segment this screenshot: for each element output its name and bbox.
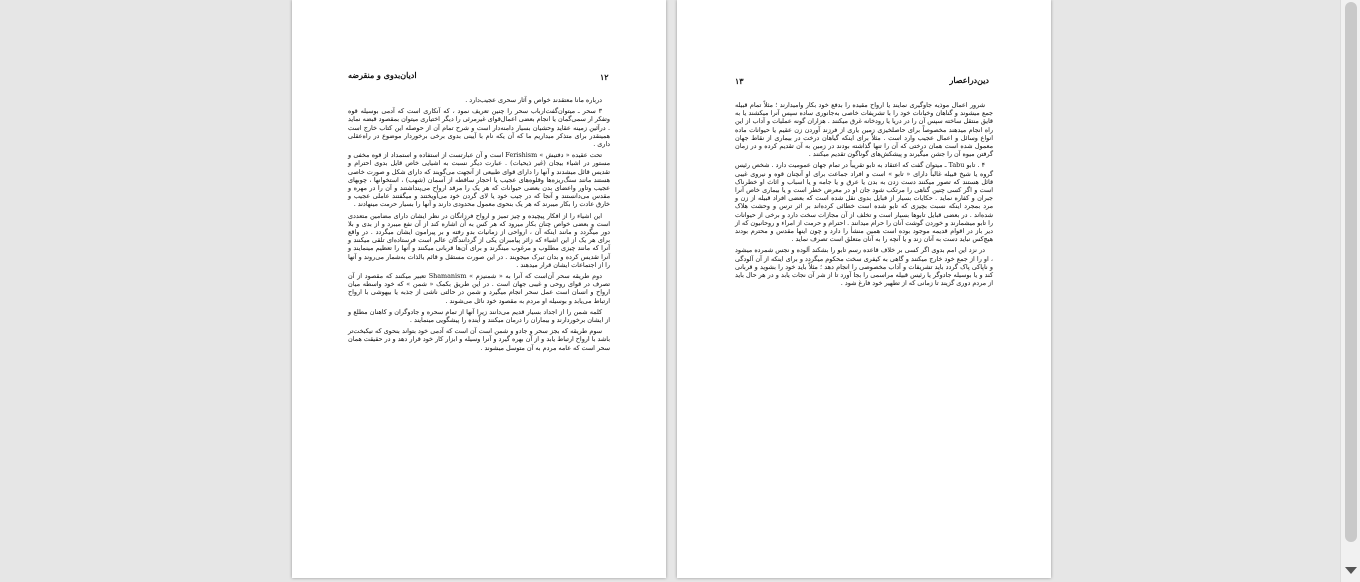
- paragraph: سوم طریقه که بجز سحر و جادو و شمن است آن است که آدمی خود بتواند بنحوی که نیکبخت‌تر باشد با ارواح ارتباط یابد و از آن بهره گیرد و آنرا وسیله و ابزار کار خود قرار دهد و در حقیقت همان سحر است که عامه مردم به آن متوسل میشوند .: [348, 327, 610, 352]
- paragraph: ۳ سحر ـ میتوان‌گفت‌ارباب سحر را چنین تعریف نمود ، که آنکاری است که آدمی بوسیله قوه وتفکر ار سمی‌گمان یا انجام بعضی اعمال‌قوای غیرمرئی را دیگر اختیاری میتوان بمقصود قبضه نماید . درآئین زمینه عقاید وحشیان بسیار دامنه‌دار است و شرح تمام آن از حوصله این کتاب خارج است همینقدر برای متذکر میداریم ما که آن یکه نام با آیینی بدوی برخی برخوردار موضوع در راه‌عقلی داری .: [348, 107, 610, 149]
- page-number: ۱۲: [600, 72, 609, 82]
- running-header: ادیان‌بدوی و منقرضه: [348, 70, 417, 80]
- page-number: ۱۳: [735, 76, 744, 86]
- paragraph: شرور اعمال موذیه جاوگیری نمایند یا ارواح مقیده را بدفع خود بکار وامیدارند ؛ مثلاً تمام قبیله جمع میشوند و گناهان وخیانات خود را با تشریفات خاصی به‌جانوری ساده سپس آنرا میکشند یا به قایق منتقل ساخته سپس آن را در دریا یا رودخانه غرق میکنند . هزاران گونه عملیات و آداب از این راه انجام میدهند مخصوصاً برای حاصلخیزی زمین یاری از فرزند آوردن زن عقیم یا حیوانات ماده انواع وسائل و اعمال عجیب وارد است . مثلاً برای اینکه گیاهان درخت در بیماری از نقاط جهان معمول شده است همان درختی که آن را تنها گذاشته بودند در زمین به آن تقدیم کرده و در زمان گرفتن میوه آن را جشن میگیرند و پیشکش‌های گوناگون تقدیم میکنند .: [735, 101, 993, 159]
- scrollbar-thumb[interactable]: [1345, 2, 1357, 542]
- running-header: دین‌در‌اعصار: [949, 75, 989, 85]
- scroll-down-arrow-icon[interactable]: [1345, 567, 1357, 574]
- paragraph: ۴ . تابو Tabu ـ میتوان گفت که اعتقاد به تابو تقریباً در تمام جهان عمومیت دارد . شخص رئیس گروه یا شیخ قبیله غالباً دارای « تابو » است و افراد جماعت برای او آنچنان قوه و نیروی غیبی قائل هستند که تصور میکنند دست زدن به بدن یا عرق و یا جامه و یا اسباب و اثاث او خطرناک است و اگر کسی چنین گناهی را مرتکب شود جان او در معرض خطر است و یا بیماری خاص آنرا جبران و کفاره نماید . حکایات بسیار از قبایل بدوی نقل شده است که بعضی افراد قبیله از زن و مرد بمجرد اینکه نسبت بچیزی که تابو شده است خطائی کرده‌اند بر اثر ترس و وحشت هلاک شده‌اند . در بعضی قبایل تابو‌ها بسیار است و تخلف از آن مجازات سخت دارد و برخی از حیوانات را تابو میشمارند و خوردن گوشت آنان را حرام میدانند . احترام و حرمت از امراء و روحانیون که از دیر باز در اقوام قدیمه موجود بوده است همین منشأ را دارد و چون اینها مقدس و محترم بودند هیچ‌کس نباید دست به آنان زند و یا آنچه را به آنان متعلق است تصرف نماید .: [735, 161, 993, 244]
- page-body: [348, 96, 610, 355]
- paragraph: تحت عقیده « دفتیش » Ferishism است و آن عبارتست از استفاده و استمداد از قوه مخفی و مستور در اشیاء بیجان (غیر ذیحیات) . عبارت دیگر نسبت به اشیایی خاص قایل بدوی احترام و تقدیس قائل میشدند و آنها را دارای قوای طبیعی از آنجهت می‌گویند که دارای شکل و صورت خاصی هستند مانند سنگ‌ریزه‌ها وقلوه‌های عجیب یا احجار ساقطه از آسمان (شهب) ، استخوانها ، چوبهای عجیب وتاور واعضای بدن بعضی حیوانات که هر یک را مرقد ارواح می‌پنداشتند و آن را در مهره و مقدس می‌دانستند و آنجا که در جیب خود یا لای گردن خود می‌آویختند و میگفتند عاملی عجیب و خارق عادت را بکار میبرند که هر یک بنحوی معمول محدودی دارند و آنها را بسیار حرمت مینهادند .: [348, 151, 610, 209]
- paragraph: در نزد این امم بدوی اگر کسی بر خلاف قاعده رسم تابو را بشکند آلوده و نجس شمرده میشود ، او را از جمع خود خارج میکنند و گاهی به کیفری سخت محکوم میگردد و برای اینکه از آن آلودگی و ناپاکی پاک گردد باید تشریفات و آداب مخصوصی را انجام دهد ؛ مثلاً باید خود را بشوید و قربانی کند و یا بوسیله جادوگر یا رئیس قبیله مراسمی را بجا آورد تا از شر آن نجات یابد و در هر حال باید از مردم دوری گزیند تا زمانی که از تطهیر خود فارغ شود .: [735, 246, 993, 288]
- document-page-left: [292, 0, 666, 578]
- vertical-scrollbar[interactable]: [1340, 0, 1360, 582]
- paragraph: درباره مانا معتقدند خواص و آثار سحری عجیب‌دارد .: [465, 96, 602, 104]
- page-body: [735, 101, 993, 290]
- paragraph: این اشیاء را از افکار پیچیده و چیز تمیز و ارواح فرزانگان در نظر ایشان دارای مضامین متعددی است و بعضی خواص چنان بکار میرود که هر کس به آن اشاره کند از آن نفع میبرد و از بدی و بلا دور میگردد و مانند اینکه آن ، ارواحی از زمانیات بدو رفته و بر پیرامون ایشان میگردد . در واقع برای هر یک از این اشیاء که زائر پیامبران یکی از گردانندگان عالم است فرستاده‌ای تلقی میکنند و آنرا که مانند چیزی مطلوب و مرغوب مینگرند و برای آن‌ها قربانی میکنند و آنها را تعظیم مینمایند و آنرا تقدیس کرده و بدان تبرک میجویند . در این صورت مستقل و قائم بالذات به‌شمار می‌روند و آنها را از اجتماعات ایشان قرار میدهند .: [348, 211, 610, 269]
- document-page-right: [677, 0, 1051, 578]
- paragraph: کلمه شمن را از اجداد بسیار قدیم می‌دانند زیرا آنها از تمام سحره و جادوگران و کاهنان مطلع و از ایشان برخوردارند و بیماران را درمان میکنند و آینده را پیشگویی مینمایند .: [348, 307, 610, 325]
- paragraph: دوم طریقه سحر آن‌است که آنرا به « شمنیزم » Shamanism تعبیر میکنند که مقصود از آن تصرف در قوای روحی و غیبی جهان است . در این طریق بکمک « شمن » که خود واسطه میان ارواح و انسان است عمل سحر انجام میگیرد و شمن در حالتی ناشی از جذبه یا بیهوشی با ارواح ارتباط می‌یابد و بوسیله او مردم به مقصود خود نائل می‌شوند .: [348, 272, 610, 305]
